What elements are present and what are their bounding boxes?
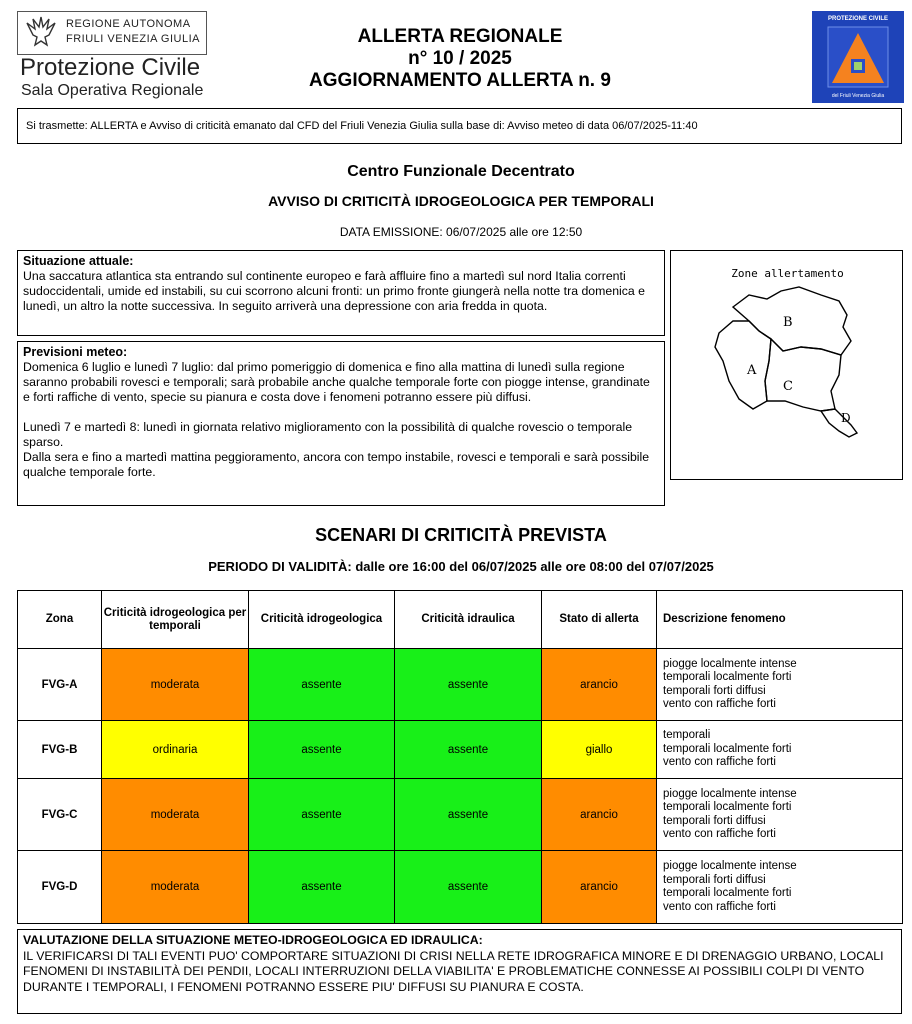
- alert-state-cell: arancio: [542, 649, 657, 721]
- zone-cell: FVG-B: [18, 721, 102, 779]
- triangle-logo-icon: [826, 25, 890, 89]
- forecast-heading: Previsioni meteo:: [23, 345, 128, 359]
- temporali-cell: moderata: [102, 851, 249, 924]
- zone-c-shape: [765, 339, 841, 411]
- criticality-table: [17, 590, 903, 924]
- transmission-note-box: [17, 108, 902, 144]
- description-line: piogge localmente intense: [663, 860, 797, 872]
- description-line: vento con raffiche forti: [663, 900, 776, 913]
- idraulica-cell: assente: [395, 779, 542, 851]
- table-row: [18, 779, 903, 851]
- zone-a-shape: [715, 321, 771, 409]
- alert-update: AGGIORNAMENTO ALLERTA n. 9: [309, 70, 611, 91]
- description-line: vento con raffiche forti: [663, 828, 776, 840]
- logo-subtext: del Friuli Venezia Giulia: [831, 93, 885, 99]
- description-line: temporali forti diffusi: [663, 684, 766, 697]
- description-cell: [657, 649, 903, 721]
- header-idraulica: Criticità idraulica: [395, 591, 542, 649]
- description-line: piogge localmente intense: [663, 787, 797, 800]
- alert-title-line1: ALLERTA REGIONALE: [357, 26, 563, 47]
- temporali-cell: moderata: [102, 779, 249, 851]
- alert-state-cell: arancio: [542, 779, 657, 851]
- idrogeologica-cell: assente: [249, 721, 395, 779]
- temporali-cell: ordinaria: [102, 721, 249, 779]
- description-cell: [657, 779, 903, 851]
- idrogeologica-cell: assente: [249, 779, 395, 851]
- cfd-title: Centro Funzionale Decentrato: [347, 163, 575, 180]
- header-descrizione: Descrizione fenomeno: [657, 591, 903, 649]
- description-line: temporali forti diffusi: [663, 814, 766, 827]
- temporali-cell: moderata: [102, 649, 249, 721]
- description-line: temporali: [663, 729, 711, 742]
- zone-c-label: C: [783, 379, 793, 394]
- description-line: temporali localmente forti: [663, 887, 792, 899]
- emission-date: DATA EMISSIONE: 06/07/2025 alle ore 12:50: [339, 225, 583, 239]
- alert-zones-map: [670, 250, 903, 480]
- description-line: vento con raffiche forti: [663, 756, 776, 769]
- logo-text: PROTEZIONE CIVILE: [827, 16, 888, 22]
- assessment-heading: VALUTAZIONE DELLA SITUAZIONE METEO-IDROGEOLOGICA ED IDRAULICA:: [23, 933, 483, 947]
- forecast-box: [17, 341, 665, 506]
- current-situation-text: Una saccatura atlantica sta entrando sul continente europeo e farà affluire fino a martedì sul nord Italia correnti sudoccidentali, umide ed instabili, su cui scorrono alcuni fronti: un primo fronte giungerà nella notte tra domenica e lunedì, un altro la notte successiva. In seguito arriverà una depressione con aria fredda in quota.: [23, 269, 646, 313]
- alert-state-cell: giallo: [542, 721, 657, 779]
- description-line: temporali localmente forti: [663, 742, 792, 755]
- validity-period: PERIODO DI VALIDITÀ: dalle ore 16:00 del 06/07/2025 alle ore 08:00 del 07/07/2025: [208, 559, 714, 574]
- table-row: [18, 649, 903, 721]
- zone-a-label: A: [747, 363, 757, 378]
- idrogeologica-cell: assente: [249, 649, 395, 721]
- table-header-row: [18, 591, 903, 649]
- table-row: [18, 851, 903, 924]
- description-line: temporali forti diffusi: [663, 873, 766, 886]
- org-name: Protezione Civile: [20, 54, 201, 81]
- eagle-icon: [23, 15, 59, 49]
- region-logo-box: [17, 11, 207, 55]
- zone-cell: FVG-A: [18, 649, 102, 721]
- alert-number: n° 10 / 2025: [408, 48, 512, 69]
- current-situation-box: [17, 250, 665, 336]
- avviso-title: AVVISO DI CRITICITÀ IDROGEOLOGICA PER TEMPORALI: [268, 193, 654, 209]
- map-caption: Zone allertamento: [731, 267, 844, 280]
- forecast-paragraph-1: Domenica 6 luglio e lunedì 7 luglio: dal primo pomeriggio di domenica e fino alla mattina di lunedì sulla regione saranno probabili rovesci e temporali; sarà probabile anche qualche temporale forte con piogge intense, grandinate e forti raffiche di vento, specie su pianura e costa dove i fenomeni potranno essere più diffusi.: [23, 360, 650, 404]
- scenarios-title: SCENARI DI CRITICITÀ PREVISTA: [315, 525, 607, 545]
- org-subtitle: Sala Operativa Regionale: [21, 82, 204, 99]
- description-line: vento con raffiche forti: [663, 698, 776, 710]
- table-row: [18, 721, 903, 779]
- civil-protection-logo: [812, 11, 904, 103]
- assessment-text: IL VERIFICARSI DI TALI EVENTI PUO' COMPORTARE SITUAZIONI DI CRISI NELLA RETE IDROGRAFICA MINORE E DI DRENAGGIO URBANO, LOCALI FENOMENI DI INSTABILITÀ DEI PENDII, LOCALI INTERRUZIONI DELLA VIABILITA' E PROBLEMATICHE CONNESSE AI POSSIBILI COLPI DI VENTO DURANTE I TEMPORALI, I FENOMENI POTRANNO ESSERE PIU' DIFFUSI SU PIANURA E COSTA.: [23, 948, 884, 994]
- assessment-box: [17, 929, 902, 1014]
- forecast-paragraph-2: Lunedì 7 e martedì 8: lunedì in giornata relativo miglioramento con la possibilità di qualche rovescio o temporale sparso.: [23, 420, 633, 449]
- idrogeologica-cell: assente: [249, 851, 395, 924]
- zones-map-drawing: [671, 251, 902, 479]
- region-name-line1: REGIONE AUTONOMA: [66, 18, 191, 30]
- description-cell: [657, 721, 903, 779]
- idraulica-cell: assente: [395, 649, 542, 721]
- zone-cell: FVG-C: [18, 779, 102, 851]
- description-line: temporali localmente forti: [663, 801, 792, 813]
- alert-title: [250, 26, 670, 92]
- region-name-line2: FRIULI VENEZIA GIULIA: [66, 33, 200, 45]
- forecast-paragraph-3: Dalla sera e fino a martedì mattina peggioramento, ancora con tempo instabile, rovesci e temporali e sarà possibile qualche temporale forte.: [23, 450, 650, 479]
- transmission-note: Si trasmette: ALLERTA e Avviso di criticità emanato dal CFD del Friuli Venezia Giulia sulla base di: Avviso meteo di data 06/07/2025-11:40: [26, 120, 698, 132]
- header-idrogeologica: Criticità idrogeologica: [249, 591, 395, 649]
- header-temporali: Criticità idrogeologica per temporali: [102, 591, 249, 649]
- alert-state-cell: arancio: [542, 851, 657, 924]
- description-line: temporali localmente forti: [663, 671, 792, 683]
- description-line: piogge localmente intense: [663, 657, 797, 670]
- zone-d-shape: [821, 409, 857, 437]
- header-zona: Zona: [18, 591, 102, 649]
- idraulica-cell: assente: [395, 851, 542, 924]
- zone-cell: FVG-D: [18, 851, 102, 924]
- zone-d-label: D: [841, 411, 851, 425]
- current-situation-heading: Situazione attuale:: [23, 254, 134, 268]
- idraulica-cell: assente: [395, 721, 542, 779]
- description-cell: [657, 851, 903, 924]
- zone-b-label: B: [783, 315, 793, 330]
- header-stato: Stato di allerta: [542, 591, 657, 649]
